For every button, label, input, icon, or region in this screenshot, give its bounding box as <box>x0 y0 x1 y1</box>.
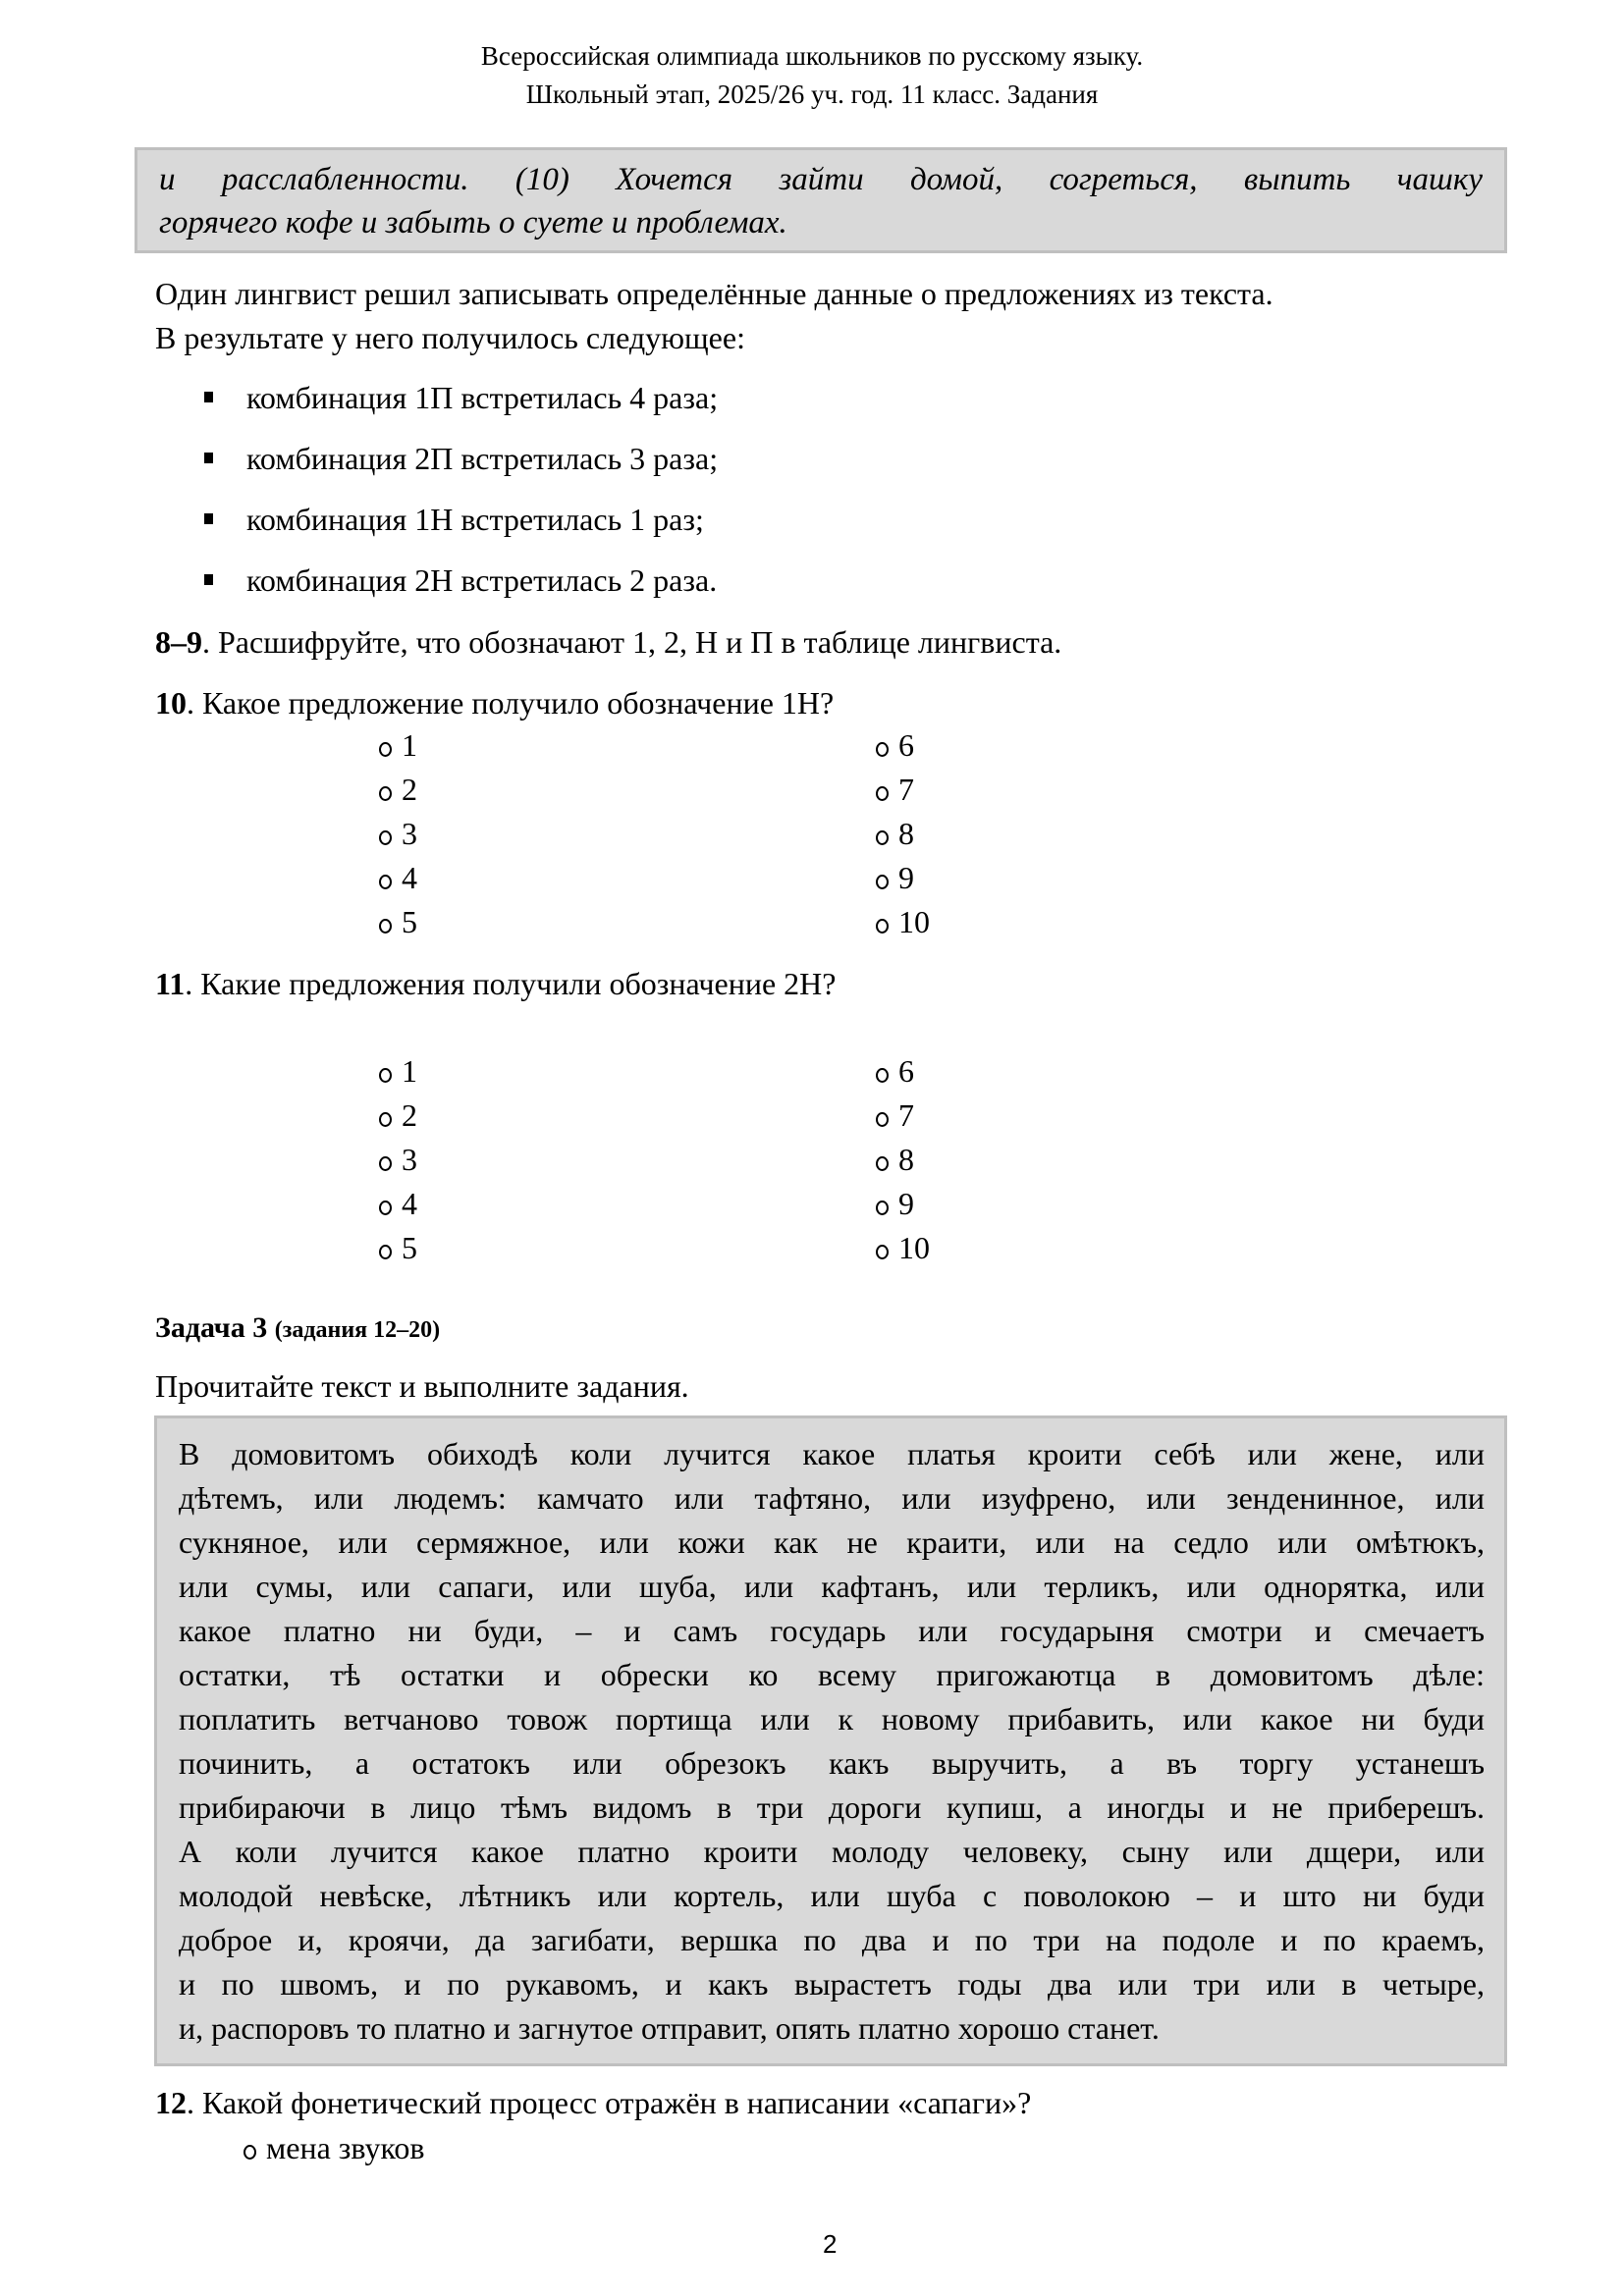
bullet-item: комбинация 1П встретилась 4 раза; <box>204 376 718 420</box>
bullet-item: комбинация 1Н встретилась 1 раз; <box>204 498 704 542</box>
radio-circle-icon[interactable] <box>379 919 392 934</box>
checkbox-circle-icon[interactable] <box>876 1201 889 1215</box>
task11-option-6[interactable]: 6 <box>876 1049 914 1094</box>
task12-option-1[interactable]: мена звуков <box>244 2126 424 2170</box>
old-text-line: починить, а остатокъ или обрезокъ какъ выручить, а въ торгу устанешъ <box>179 1745 1485 1781</box>
old-text-line: прибираючи в лицо тѣмъ видомъ в три дороги купиш, а иногды и не приберешъ. <box>179 1789 1485 1825</box>
radio-circle-icon[interactable] <box>876 742 889 757</box>
bullet-square-icon <box>204 392 213 402</box>
old-text-line: В домовитомъ обиходѣ коли лучится какое платья кроити себѣ или жене, или <box>179 1436 1485 1471</box>
old-text-line: остатки, тѣ остатки и обрески ко всему пригожаютца в домовитомъ дѣле: <box>179 1657 1485 1692</box>
problem-3-heading: Задача 3 (задания 12–20) <box>155 1311 441 1344</box>
task10-option-3[interactable]: 3 <box>379 812 417 856</box>
task11-option-1[interactable]: 1 <box>379 1049 417 1094</box>
task11-option-7[interactable]: 7 <box>876 1094 914 1138</box>
header-title-line1: Всероссийская олимпиада школьников по русскому языку. <box>480 41 1144 71</box>
task10-option-10[interactable]: 10 <box>876 900 930 944</box>
task10-option-1[interactable]: 1 <box>379 723 417 768</box>
task-number: 8–9 <box>155 624 202 660</box>
checkbox-circle-icon[interactable] <box>876 1245 889 1259</box>
intro-line: В результате у него получилось следующее: <box>155 320 745 355</box>
task10-option-6[interactable]: 6 <box>876 723 914 768</box>
task10-option-5[interactable]: 5 <box>379 900 417 944</box>
bullet-square-icon <box>204 513 213 524</box>
task10-option-7[interactable]: 7 <box>876 768 914 812</box>
task11-option-5[interactable]: 5 <box>379 1226 417 1270</box>
header-title-line2: Школьный этап, 2025/26 уч. год. 11 класс. Задания <box>525 80 1099 109</box>
old-text-line: сукняное, или сермяжное, или кожи как не краити, или на седло или омѣтюкъ, <box>179 1524 1485 1560</box>
task11-option-3[interactable]: 3 <box>379 1138 417 1182</box>
radio-circle-icon[interactable] <box>244 2145 256 2160</box>
old-text-line: поплатить ветчаново товож портища или к новому прибавить, или какое ни буди <box>179 1701 1485 1736</box>
checkbox-circle-icon[interactable] <box>379 1245 392 1259</box>
radio-circle-icon[interactable] <box>379 742 392 757</box>
old-text-line: А коли лучится какое платно кроити молоду человеку, сыну или дщери, или <box>179 1834 1485 1869</box>
checkbox-circle-icon[interactable] <box>379 1201 392 1215</box>
task-number: 11 <box>155 966 186 1001</box>
problem-3-instruction: Прочитайте текст и выполните задания. <box>155 1368 689 1404</box>
radio-circle-icon[interactable] <box>379 875 392 889</box>
old-text-line: доброе и, кроячи, да загибати, вершка по два и по три на подоле и по краемъ, <box>179 1922 1485 1957</box>
old-text-line: дѣтемъ, или людемъ: камчато или тафтяно, или изуфрено, или зенденинное, или <box>179 1480 1485 1516</box>
quote-box <box>135 147 1507 253</box>
task11-option-4[interactable]: 4 <box>379 1182 417 1226</box>
task11-option-8[interactable]: 8 <box>876 1138 914 1182</box>
bullet-item: комбинация 2П встретилась 3 раза; <box>204 437 718 481</box>
page-number: 2 <box>823 2229 838 2259</box>
checkbox-circle-icon[interactable] <box>876 1156 889 1171</box>
old-text-line: какое платно ни буди, – и самъ государь или государыня смотри и смечаетъ <box>179 1613 1485 1648</box>
task10-option-8[interactable]: 8 <box>876 812 914 856</box>
radio-circle-icon[interactable] <box>379 786 392 801</box>
radio-circle-icon[interactable] <box>876 786 889 801</box>
task-10-question: 10. Какое предложение получило обозначение 1Н? <box>155 685 835 721</box>
radio-circle-icon[interactable] <box>876 919 889 934</box>
task-11-question: 11. Какие предложения получили обозначение 2Н? <box>155 966 837 1001</box>
intro-line: Один лингвист решил записывать определённые данные о предложениях из текста. <box>155 276 1273 311</box>
task-number: 10 <box>155 685 187 721</box>
checkbox-circle-icon[interactable] <box>876 1112 889 1127</box>
task10-option-4[interactable]: 4 <box>379 856 417 900</box>
checkbox-circle-icon[interactable] <box>379 1156 392 1171</box>
bullet-square-icon <box>204 453 213 463</box>
checkbox-circle-icon[interactable] <box>876 1068 889 1083</box>
radio-circle-icon[interactable] <box>379 830 392 845</box>
bullet-item: комбинация 2Н встретилась 2 раза. <box>204 559 717 603</box>
old-text-line: молодой невѣске, лѣтникъ или кортель, или шуба с поволокою – и што ни буди <box>179 1878 1485 1913</box>
task10-option-2[interactable]: 2 <box>379 768 417 812</box>
checkbox-circle-icon[interactable] <box>379 1112 392 1127</box>
radio-circle-icon[interactable] <box>876 875 889 889</box>
task11-option-2[interactable]: 2 <box>379 1094 417 1138</box>
quote-line: горячего кофе и забыть о суете и проблемах. <box>159 205 787 240</box>
old-text-box <box>154 1415 1507 2066</box>
task-8-9: 8–9. Расшифруйте, что обозначают 1, 2, Н и П в таблице лингвиста. <box>155 624 1062 660</box>
old-text-line: или сумы, или сапаги, или шуба, или кафтанъ, или терликъ, или однорятка, или <box>179 1569 1485 1604</box>
old-text-line: и по швомъ, и по рукавомъ, и какъ вырастетъ годы два или три или в четыре, <box>179 1966 1485 2002</box>
task11-option-9[interactable]: 9 <box>876 1182 914 1226</box>
old-text-line: и, распоровъ то платно и загнутое отправит, опять платно хорошо станет. <box>179 2010 1160 2046</box>
radio-circle-icon[interactable] <box>876 830 889 845</box>
task11-option-10[interactable]: 10 <box>876 1226 930 1270</box>
task-12-question: 12. Какой фонетический процесс отражён в написании «сапаги»? <box>155 2085 1032 2120</box>
bullet-square-icon <box>204 574 213 585</box>
quote-line: и расслабленности. (10) Хочется зайти домой, согреться, выпить чашку <box>159 162 1483 197</box>
task10-option-9[interactable]: 9 <box>876 856 914 900</box>
checkbox-circle-icon[interactable] <box>379 1068 392 1083</box>
task-number: 12 <box>155 2085 187 2120</box>
